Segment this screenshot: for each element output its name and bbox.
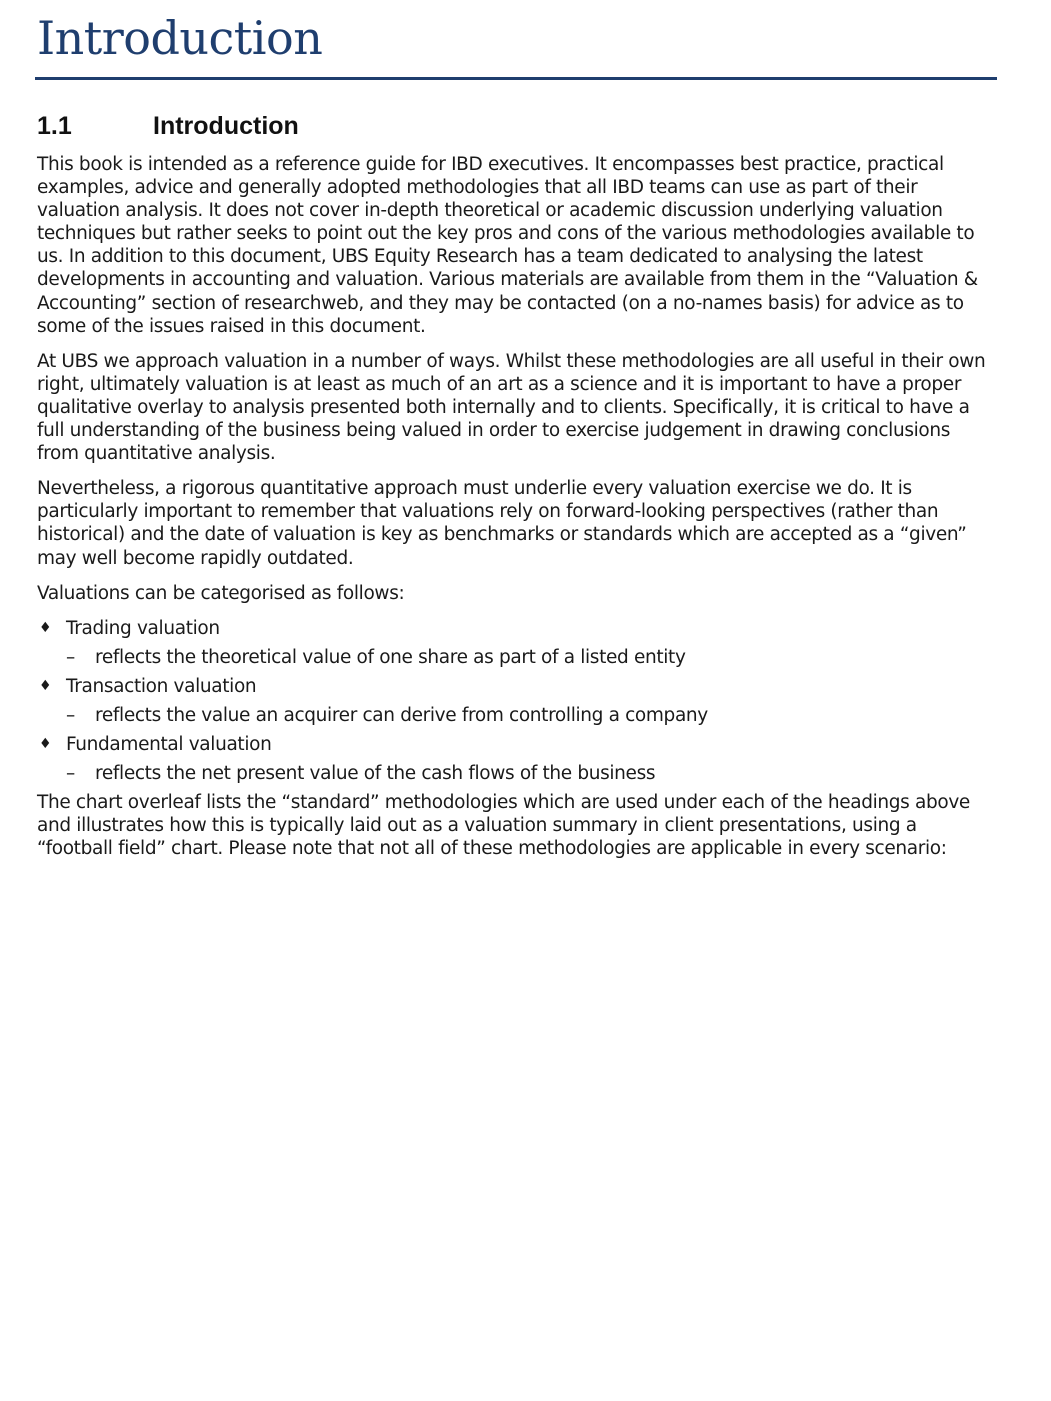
diamond-bullet-icon: ♦ (39, 619, 52, 636)
diamond-bullet-icon: ♦ (39, 736, 52, 753)
body-text (37, 153, 997, 873)
list-intro: Valuations can be categorised as follows: (37, 582, 405, 604)
category-label: Transaction valuation (66, 675, 257, 697)
dash-bullet-icon: – (66, 704, 75, 726)
category-detail: reflects the net present value of the cash flows of the business (95, 763, 656, 785)
section-number: 1.1 (37, 112, 72, 140)
paragraph: At UBS we approach valuation in a number of ways. Whilst these methodologies are all useful in their own right, ultimately valuation is at least as much of an art as a science and it is important to have a proper qualitative overlay to analysis presented both internally and to clients. Specifically, it is critical to have a full understanding of the business being valued in order to exercise judgement in drawing conclusions from quantitative analysis. (37, 350, 986, 465)
category-label: Trading valuation (66, 617, 220, 639)
paragraph: Nevertheless, a rigorous quantitative approach must underlie every valuation exercise we do. It is particularly important to remember that valuations rely on forward-looking perspectives (rather than historical) and the date of valuation is key as benchmarks or standards which are accepted as a “given” may well become rapidly outdated. (37, 478, 967, 569)
dash-bullet-icon: – (66, 763, 75, 785)
list-item (37, 733, 997, 785)
valuation-categories-list (37, 617, 997, 786)
list-item (37, 675, 997, 727)
paragraph: This book is intended as a reference guide for IBD executives. It encompasses best practice, practical examples, advice and generally adopted methodologies that all IBD teams can use as part of their valuation analysis. It does not cover in-depth theoretical or academic discussion underlying valuation techniques but rather seeks to point out the key pros and cons of the various methodologies available to us. In addition to this document, UBS Equity Research has a team dedicated to analysing the latest developments in accounting and valuation. Various materials are available from them in the “Valuation & Accounting” section of researchweb, and they may be contacted (on a no-names basis) for advice as to some of the issues raised in this document. (37, 154, 978, 337)
dash-bullet-icon: – (66, 646, 75, 668)
list-item (37, 617, 997, 669)
sub-list-item (66, 762, 997, 785)
sub-list-item (66, 704, 997, 727)
section-title: Introduction (153, 112, 299, 140)
sub-list-item (66, 646, 997, 669)
category-detail: reflects the theoretical value of one share as part of a listed entity (95, 646, 686, 668)
closing-paragraph: The chart overleaf lists the “standard” methodologies which are used under each of the headings above and illustrates how this is typically laid out as a valuation summary in client presentations, using a “football field” chart. Please note that not all of these methodologies are applicable in every scenario: (37, 792, 970, 860)
chapter-title: Introduction (37, 11, 323, 65)
category-label: Fundamental valuation (66, 734, 272, 756)
section-heading (37, 110, 299, 142)
category-detail: reflects the value an acquirer can derive from controlling a company (95, 704, 708, 726)
diamond-bullet-icon: ♦ (39, 677, 52, 694)
title-divider (35, 77, 997, 80)
